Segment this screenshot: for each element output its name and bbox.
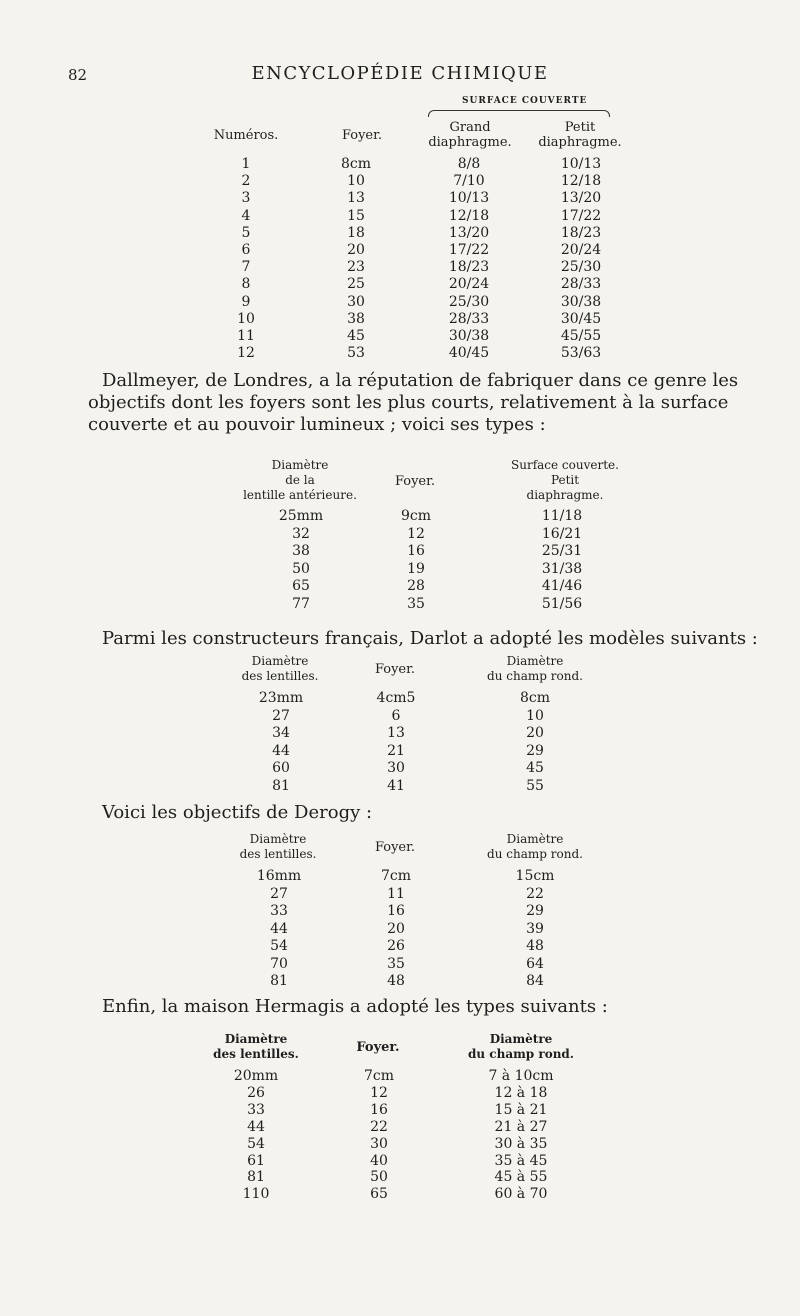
table-cell: 25/30 xyxy=(560,259,602,276)
table-cell: 26 xyxy=(247,1084,265,1101)
table-cell: 28/33 xyxy=(560,276,602,293)
col-header-diametre-lentilles: Diamètre des lentilles. xyxy=(213,1032,299,1061)
col-header-foyer: Foyer. xyxy=(341,128,383,143)
table-cell: 110 xyxy=(242,1186,270,1203)
table-cell: 12/18 xyxy=(448,207,490,224)
table-cell: 45/55 xyxy=(560,328,602,344)
table-cell: 30 xyxy=(370,1135,388,1152)
table-cell: 40 xyxy=(370,1152,388,1169)
table-cell: 53 xyxy=(347,345,365,362)
table-cell: 21 à 27 xyxy=(494,1118,548,1135)
table-cell: 60 xyxy=(272,760,290,776)
table-cell: 44 xyxy=(270,920,288,937)
table-cell: 11 xyxy=(237,328,255,344)
col-header-diametre-lentilles: Diamètre des lentilles. xyxy=(241,654,319,683)
table-cell: 25/31 xyxy=(541,543,583,559)
table-cell: 19 xyxy=(407,560,425,577)
table-cell: 21 xyxy=(387,742,405,759)
table-cell: 27 xyxy=(272,707,290,724)
table-cell: 29 xyxy=(526,903,544,919)
table-cell: 30/45 xyxy=(560,310,602,327)
table-cell: 7cm xyxy=(363,1068,395,1084)
table-cell: 38 xyxy=(292,543,310,559)
table-cell: 29 xyxy=(526,742,544,759)
table-cell: 27 xyxy=(270,885,288,902)
table-cell: 70 xyxy=(270,955,288,972)
table-cell: 22 xyxy=(526,885,544,902)
table-cell: 81 xyxy=(270,973,288,989)
table-cell: 50 xyxy=(370,1169,388,1186)
table-cell: 35 à 45 xyxy=(494,1152,548,1169)
col-header-diametre-champ: Diamètre du champ rond. xyxy=(468,1032,574,1061)
table-cell: 16mm xyxy=(256,868,302,884)
table-cell: 44 xyxy=(247,1118,265,1135)
table-cell: 15 xyxy=(347,207,365,224)
table-cell: 81 xyxy=(272,777,290,794)
table-cell: 33 xyxy=(270,903,288,919)
table-cell: 41 xyxy=(387,777,405,794)
table-cell: 35 xyxy=(387,955,405,972)
table-cell: 11/18 xyxy=(541,508,583,524)
table-cell: 9cm xyxy=(400,508,432,524)
header-brace xyxy=(428,110,610,117)
table-cell: 12/18 xyxy=(560,173,602,190)
paragraph-dallmeyer: Dallmeyer, de Londres, a la réputation de fabriquer dans ce genre les objectifs dont les foyers sont les plus courts, relativement à la surface couverte et au pouvoir lumineux ; voici ses types : xyxy=(88,370,739,435)
surface-couverte-header: SURFACE COUVERTE xyxy=(462,96,588,106)
table-cell: 20/24 xyxy=(448,276,490,293)
table-cell: 10/13 xyxy=(448,190,490,207)
table-cell: 28 xyxy=(407,578,425,594)
col-header-diametre-champ: Diamètre du champ rond. xyxy=(487,832,583,861)
table-cell: 51/56 xyxy=(541,595,583,612)
col-header-foyer: Foyer. xyxy=(394,474,436,489)
table-cell: 20/24 xyxy=(560,242,602,258)
table-cell: 33 xyxy=(247,1101,265,1118)
table-cell: 7 à 10cm xyxy=(488,1068,554,1084)
table-cell: 8 xyxy=(241,276,251,293)
table-cell: 10 xyxy=(347,173,365,190)
col-header-surface-couverte: Surface couverte. Petit diaphragme. xyxy=(511,458,619,502)
table-cell: 10 xyxy=(237,310,255,327)
table-cell: 32 xyxy=(292,525,310,542)
table-cell: 38 xyxy=(347,310,365,327)
col-header-diametre-lentille: Diamètre de la lentille antérieure. xyxy=(243,458,357,502)
table-cell: 25mm xyxy=(278,508,324,524)
table-cell: 84 xyxy=(526,973,544,989)
table-cell: 41/46 xyxy=(541,578,583,594)
table-cell: 54 xyxy=(247,1135,265,1152)
col-header-petit-diaphragme: Petit diaphragme. xyxy=(538,120,622,150)
table-cell: 4 xyxy=(241,207,251,224)
table-cell: 12 xyxy=(370,1084,388,1101)
table-cell: 60 à 70 xyxy=(494,1186,548,1203)
table-cell: 4cm5 xyxy=(376,690,416,706)
table-cell: 50 xyxy=(292,560,310,577)
table-cell: 13/20 xyxy=(560,190,602,207)
table-cell: 30 à 35 xyxy=(494,1135,548,1152)
table-cell: 16/21 xyxy=(541,525,583,542)
table-cell: 11 xyxy=(387,885,405,902)
table-cell: 26 xyxy=(387,938,405,954)
table-cell: 65 xyxy=(292,578,310,594)
table-cell: 45 xyxy=(526,760,544,776)
table-cell: 34 xyxy=(272,725,290,741)
table-cell: 3 xyxy=(241,190,251,207)
table-cell: 77 xyxy=(292,595,310,612)
table-cell: 15 à 21 xyxy=(494,1101,548,1118)
table-cell: 6 xyxy=(241,242,251,258)
table-cell: 30 xyxy=(347,293,365,310)
paragraph-derogy: Voici les objectifs de Derogy : xyxy=(102,802,373,823)
col-header-foyer: Foyer. xyxy=(374,840,416,855)
table-cell: 5 xyxy=(241,224,251,241)
table-cell: 22 xyxy=(370,1118,388,1135)
table-cell: 54 xyxy=(270,938,288,954)
table-cell: 61 xyxy=(247,1152,265,1169)
col-header-numeros: Numéros. xyxy=(213,128,279,143)
table-cell: 20 xyxy=(526,725,544,741)
table-cell: 2 xyxy=(241,173,251,190)
table-cell: 17/22 xyxy=(560,207,602,224)
table-cell: 30/38 xyxy=(560,293,602,310)
table-cell: 8cm xyxy=(340,156,372,172)
table-cell: 8/8 xyxy=(457,156,481,172)
table-cell: 30 xyxy=(387,760,405,776)
col-header-diametre-lentilles: Diamètre des lentilles. xyxy=(239,832,317,861)
table-cell: 16 xyxy=(387,903,405,919)
col-header-diametre-champ: Diamètre du champ rond. xyxy=(487,654,583,683)
table-cell: 44 xyxy=(272,742,290,759)
table-cell: 18 xyxy=(347,224,365,241)
table-cell: 45 xyxy=(347,328,365,344)
table-cell: 48 xyxy=(526,938,544,954)
col-header-foyer: Foyer. xyxy=(356,1040,400,1055)
table-cell: 30/38 xyxy=(448,328,490,344)
table-cell: 7 xyxy=(241,259,251,276)
table-cell: 12 à 18 xyxy=(494,1084,548,1101)
table-cell: 55 xyxy=(526,777,544,794)
table-cell: 45 à 55 xyxy=(494,1169,548,1186)
table-cell: 16 xyxy=(407,543,425,559)
table-cell: 28/33 xyxy=(448,310,490,327)
table-cell: 1 xyxy=(241,156,251,172)
table-cell: 13/20 xyxy=(448,224,490,241)
table-cell: 31/38 xyxy=(541,560,583,577)
table-cell: 64 xyxy=(526,955,544,972)
table-cell: 7/10 xyxy=(453,173,485,190)
table-cell: 17/22 xyxy=(448,242,490,258)
table-cell: 9 xyxy=(241,293,251,310)
table-cell: 12 xyxy=(237,345,255,362)
table-cell: 53/63 xyxy=(560,345,602,362)
table-cell: 18/23 xyxy=(560,224,602,241)
table-cell: 23mm xyxy=(258,690,304,706)
col-header-foyer: Foyer. xyxy=(374,662,416,677)
table-cell: 23 xyxy=(347,259,365,276)
table-cell: 16 xyxy=(370,1101,388,1118)
table-cell: 13 xyxy=(387,725,405,741)
paragraph-hermagis: Enfin, la maison Hermagis a adopté les types suivants : xyxy=(102,996,608,1017)
table-cell: 40/45 xyxy=(448,345,490,362)
table-cell: 25/30 xyxy=(448,293,490,310)
page-number: 82 xyxy=(68,66,88,84)
table-cell: 20mm xyxy=(233,1068,279,1084)
table-cell: 25 xyxy=(347,276,365,293)
table-cell: 20 xyxy=(387,920,405,937)
table-cell: 13 xyxy=(347,190,365,207)
table-cell: 10/13 xyxy=(560,156,602,172)
table-cell: 20 xyxy=(347,242,365,258)
table-cell: 39 xyxy=(526,920,544,937)
table-cell: 48 xyxy=(387,973,405,989)
paragraph-darlot: Parmi les constructeurs français, Darlot a adopté les modèles suivants : xyxy=(102,628,758,649)
running-title: ENCYCLOPÉDIE CHIMIQUE xyxy=(251,63,549,84)
table-cell: 6 xyxy=(391,707,401,724)
table-cell: 7cm xyxy=(380,868,412,884)
col-header-grand-diaphragme: Grand diaphragme. xyxy=(428,120,512,150)
table-cell: 8cm xyxy=(519,690,551,706)
table-cell: 15cm xyxy=(515,868,555,884)
table-cell: 10 xyxy=(526,707,544,724)
table-cell: 35 xyxy=(407,595,425,612)
table-cell: 81 xyxy=(247,1169,265,1186)
table-cell: 65 xyxy=(370,1186,388,1203)
table-cell: 12 xyxy=(407,525,425,542)
table-cell: 18/23 xyxy=(448,259,490,276)
